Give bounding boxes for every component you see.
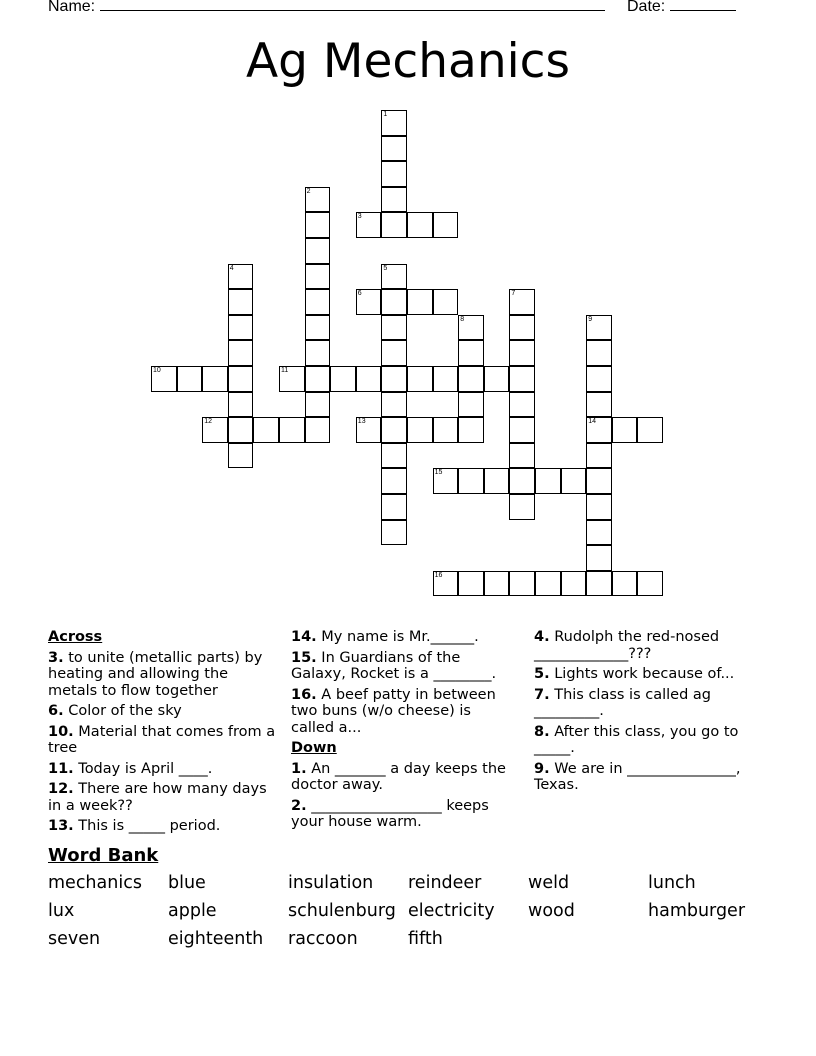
cell-number: 15 [434, 469, 443, 477]
crossword-cell[interactable] [228, 392, 254, 418]
crossword-cell[interactable] [356, 366, 382, 392]
crossword-cell[interactable] [458, 417, 484, 443]
crossword-cell[interactable] [381, 417, 407, 443]
crossword-cell[interactable] [228, 443, 254, 469]
clue-down-5: 5. Lights work because of... [534, 666, 735, 682]
crossword-cell[interactable] [484, 468, 510, 494]
cell-number: 7 [511, 290, 516, 298]
crossword-cell[interactable] [228, 264, 254, 290]
crossword-cell[interactable] [509, 340, 535, 366]
crossword-cell[interactable] [305, 340, 331, 366]
clue-across-16: 16. A beef patty in between two buns (w/o cheese) is called a... [291, 686, 496, 736]
word-bank-title: Word Bank [48, 845, 159, 866]
clue-across-13: 13. This is _____ period. [48, 818, 221, 834]
crossword-cell[interactable] [586, 392, 612, 418]
crossword-cell[interactable] [509, 392, 535, 418]
crossword-cell[interactable] [253, 417, 279, 443]
crossword-cell[interactable] [535, 468, 561, 494]
crossword-cell[interactable] [279, 417, 305, 443]
crossword-cell[interactable] [637, 571, 663, 597]
clue-down-9: 9. We are in _______________, Texas. [534, 760, 741, 793]
crossword-cell[interactable] [433, 289, 459, 315]
crossword-cell[interactable] [586, 340, 612, 366]
cell-number: 13 [357, 418, 366, 426]
clues-column-1 [48, 629, 280, 839]
crossword-cell[interactable] [637, 417, 663, 443]
cell-number: 16 [434, 571, 443, 579]
crossword-cell[interactable] [458, 468, 484, 494]
word-bank-item: weld [528, 873, 570, 893]
crossword-cell[interactable] [177, 366, 203, 392]
clues-column-3 [534, 629, 764, 798]
crossword-cell[interactable] [305, 212, 331, 238]
crossword-cell[interactable] [407, 212, 433, 238]
crossword-cell[interactable] [612, 571, 638, 597]
clue-across-12: 12. There are how many days in a week?? [48, 781, 267, 814]
cell-number: 11 [281, 367, 289, 374]
word-bank-item: eighteenth [168, 929, 264, 949]
cell-number: 5 [383, 264, 388, 272]
crossword-cell[interactable] [407, 417, 433, 443]
clue-down-8: 8. After this class, you go to _____. [534, 723, 739, 756]
crossword-cell[interactable] [509, 443, 535, 469]
crossword-cell[interactable] [381, 366, 407, 392]
clue-across-6: 6. Color of the sky [48, 703, 182, 719]
crossword-cell[interactable] [586, 571, 612, 597]
cell-number: 14 [588, 418, 596, 426]
crossword-cell[interactable] [305, 187, 331, 213]
crossword-cell[interactable] [509, 289, 535, 315]
word-bank-item: electricity [408, 901, 495, 921]
clue-across-10: 10. Material that comes from a tree [48, 723, 276, 756]
crossword-cell[interactable] [484, 571, 510, 597]
crossword-cell[interactable] [561, 571, 587, 597]
crossword-cell[interactable] [381, 187, 407, 213]
crossword-cell[interactable] [228, 289, 254, 315]
page-title: Ag Mechanics [246, 34, 570, 89]
crossword-cell[interactable] [381, 392, 407, 418]
crossword-cell[interactable] [458, 571, 484, 597]
crossword-cell[interactable] [381, 264, 407, 290]
word-bank-item: insulation [288, 873, 374, 893]
crossword-cell[interactable] [433, 366, 459, 392]
crossword-cell[interactable] [458, 315, 484, 341]
down-heading: Down [291, 740, 337, 756]
crossword-cell[interactable] [202, 417, 228, 443]
crossword-cell[interactable] [561, 468, 587, 494]
crossword-cell[interactable] [586, 366, 612, 392]
crossword-cell[interactable] [509, 366, 535, 392]
across-heading: Across [48, 629, 103, 645]
cell-number: 12 [204, 418, 212, 426]
crossword-cell[interactable] [356, 212, 382, 238]
crossword-cell[interactable] [509, 571, 535, 597]
word-bank-item: lux [48, 901, 75, 921]
word-bank-item: wood [528, 901, 575, 921]
crossword-cell[interactable] [228, 417, 254, 443]
crossword-cell[interactable] [586, 417, 612, 443]
crossword-cell[interactable] [381, 315, 407, 341]
cell-number: 10 [153, 367, 161, 374]
crossword-cell[interactable] [381, 443, 407, 469]
crossword-cell[interactable] [305, 289, 331, 315]
crossword-cell[interactable] [381, 494, 407, 520]
crossword-cell[interactable] [509, 315, 535, 341]
crossword-cell[interactable] [407, 289, 433, 315]
crossword-cell[interactable] [586, 494, 612, 520]
crossword-cell[interactable] [228, 366, 254, 392]
date-label: Date: [627, 0, 666, 15]
crossword-cell[interactable] [407, 366, 433, 392]
cell-number: 8 [460, 315, 465, 323]
crossword-cell[interactable] [433, 212, 459, 238]
clue-across-15: 15. In Guardians of the Galaxy, Rocket is a ________. [291, 649, 497, 682]
crossword-cell[interactable] [458, 366, 484, 392]
cell-number: 1 [383, 111, 388, 118]
clue-across-11: 11. Today is April ____. [48, 760, 213, 777]
crossword-cell[interactable] [305, 238, 331, 264]
crossword-cell[interactable] [305, 264, 331, 290]
clue-down-2: 2. __________________ keeps your house warm. [291, 797, 489, 830]
word-bank-item: fifth [408, 929, 443, 949]
word-bank-item: raccoon [288, 929, 358, 949]
name-label: Name: [48, 0, 96, 15]
clue-down-4: 4. Rudolph the red-nosed _____________??? [534, 629, 720, 662]
crossword-cell[interactable] [305, 392, 331, 418]
crossword-cell[interactable] [381, 289, 407, 315]
word-bank-item: lunch [648, 873, 696, 893]
cell-number: 3 [357, 213, 362, 221]
word-bank-item: seven [48, 929, 101, 949]
word-bank-item: blue [168, 873, 206, 893]
crossword-cell[interactable] [381, 110, 407, 136]
crossword-cell[interactable] [356, 289, 382, 315]
clue-across-14: 14. My name is Mr.______. [291, 629, 479, 645]
crossword-cell[interactable] [586, 520, 612, 546]
clue-down-1: 1. An _______ a day keeps the doctor away. [291, 760, 506, 793]
crossword-cell[interactable] [509, 494, 535, 520]
crossword-cell[interactable] [228, 315, 254, 341]
crossword-cell[interactable] [305, 366, 331, 392]
crossword-cell[interactable] [509, 468, 535, 494]
crossword-cell[interactable] [433, 468, 459, 494]
crossword-cell[interactable] [305, 315, 331, 341]
crossword-cell[interactable] [433, 417, 459, 443]
crossword-cell[interactable] [586, 315, 612, 341]
word-bank-item: reindeer [408, 873, 482, 893]
clues-column-2 [291, 629, 509, 835]
crossword-cell[interactable] [202, 366, 228, 392]
crossword-cell[interactable] [151, 366, 177, 392]
clue-across-3: 3. to unite (metallic parts) by heating and allowing the metals to flow together [48, 649, 263, 699]
word-bank-item: schulenburg [288, 901, 396, 921]
word-bank-item: hamburger [648, 901, 746, 921]
word-bank-item: mechanics [48, 873, 142, 893]
crossword-cell[interactable] [381, 520, 407, 546]
crossword-cell[interactable] [612, 417, 638, 443]
word-bank-item: apple [168, 901, 217, 921]
cell-number: 2 [306, 187, 311, 195]
crossword-cell[interactable] [356, 417, 382, 443]
crossword-cell[interactable] [458, 392, 484, 418]
crossword-cell[interactable] [381, 340, 407, 366]
crossword-cell[interactable] [433, 571, 459, 597]
crossword-cell[interactable] [381, 212, 407, 238]
crossword-cell[interactable] [279, 366, 305, 392]
crossword-cell[interactable] [228, 340, 254, 366]
clue-down-7: 7. This class is called ag _________. [534, 686, 711, 719]
crossword-cell[interactable] [330, 366, 356, 392]
crossword-cell[interactable] [458, 340, 484, 366]
crossword-cell[interactable] [484, 366, 510, 392]
crossword-cell[interactable] [381, 468, 407, 494]
cell-number: 4 [229, 264, 234, 272]
crossword-cell[interactable] [586, 443, 612, 469]
cell-number: 9 [588, 315, 593, 323]
crossword-cell[interactable] [381, 161, 407, 187]
crossword-cell[interactable] [509, 417, 535, 443]
crossword-cell[interactable] [305, 417, 331, 443]
crossword-cell[interactable] [586, 468, 612, 494]
crossword-cell[interactable] [535, 571, 561, 597]
crossword-cell[interactable] [586, 545, 612, 571]
crossword-cell[interactable] [381, 136, 407, 162]
cell-number: 6 [357, 290, 362, 298]
